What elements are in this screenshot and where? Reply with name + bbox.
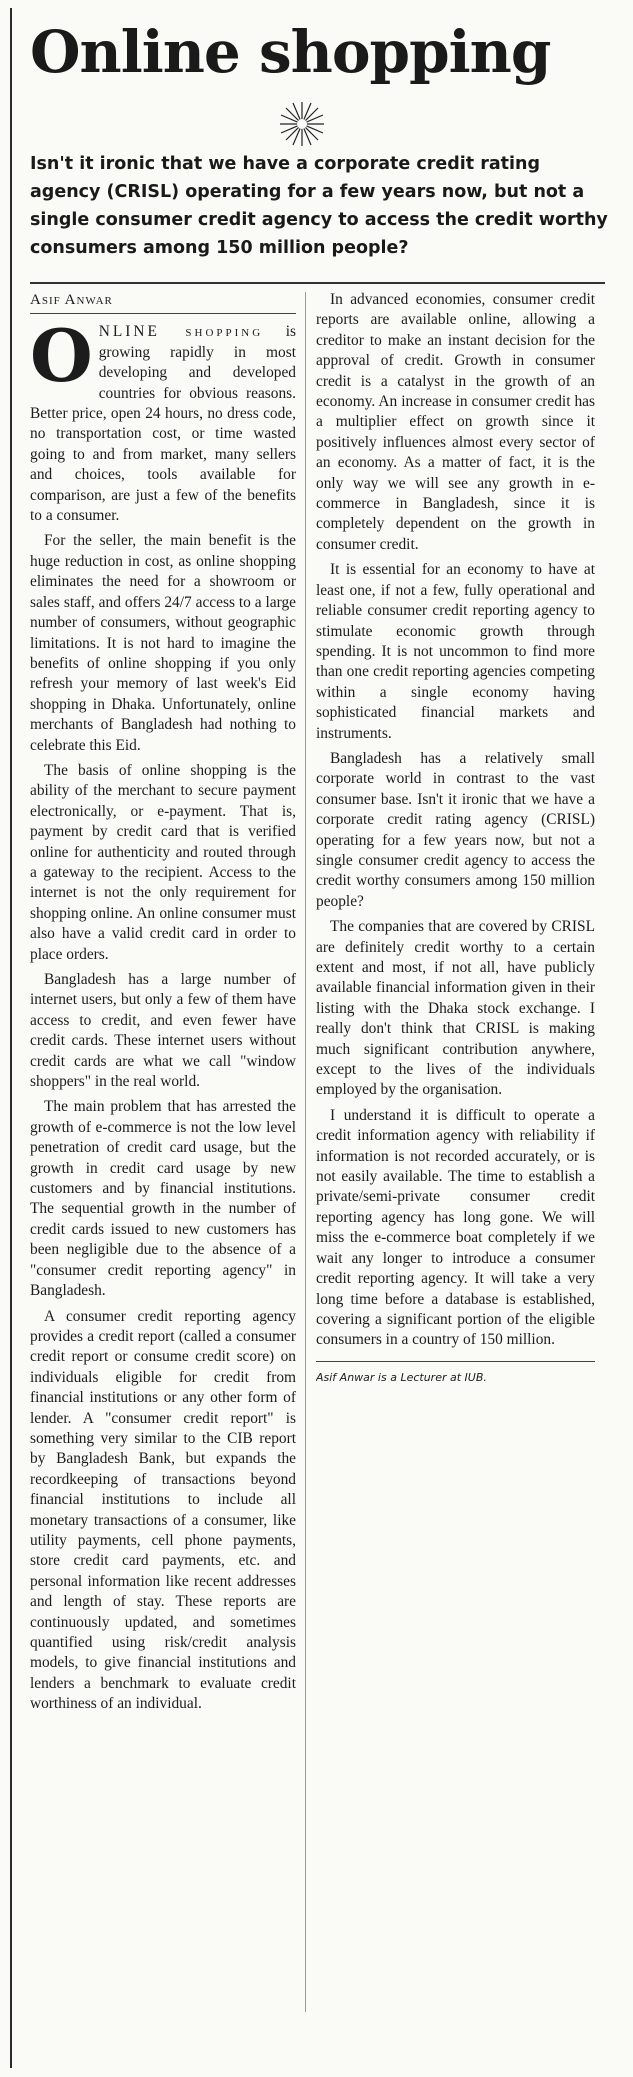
headline: Online shopping	[30, 18, 551, 86]
lead-smallcaps: NLINE shopping	[98, 323, 264, 341]
starburst-icon	[278, 100, 326, 148]
lead-paragraph	[30, 313, 296, 526]
body-paragraph: For the seller, the main benefit is the huge reduction in cost, as online shopping eliminates the need for a showroom or sales staff, and offers 24/7 access to a large number of consumers, without geographic limitations. It is not hard to imagine the benefits of online shopping if you only refresh your memory of last week's Eid shopping in Dhaka. Unfortunately, online merchants of Bangladesh had nothing to celebrate this Eid.	[30, 532, 296, 754]
deck-rule	[30, 282, 605, 284]
body-paragraph: The basis of online shopping is the ability of the merchant to secure payment electronically, or e-payment. That is, payment by credit card that is verified online for authenticity and routed through a gateway to the recipient. Access to the internet is not the only requirement for shopping online. An online consumer must also have a valid credit card in order to place orders.	[30, 761, 296, 963]
body-paragraph: In advanced economies, consumer credit reports are available online, allowing a creditor to make an instant decision for the approval of credit. Growth in consumer credit is a catalyst in the growth of an economy. An increase in consumer credit has a multiplier effect on growth since it positively influences almost every sector of an economy. As a matter of fact, it is the only way we will see any growth in e-commerce in Bangladesh, since it is completely dependent on the growth in consumer credit.	[316, 291, 595, 553]
drop-cap: O	[30, 313, 93, 399]
byline: Asif Anwar	[30, 290, 296, 314]
column-rule	[10, 8, 12, 2068]
body-paragraph: I understand it is difficult to operate a credit information agency with reliability if information is not recorded accurately, or is not easily available. The time to establish a private/semi-private consumer credit reporting agency has long gone. We will miss the e-commerce boat completely if we wait any longer to introduce a consumer credit reporting agency. It will take a very long time before a database is established, covering a significant portion of the eligible consumers in a country of 150 million.	[316, 1106, 595, 1349]
body-paragraph: It is essential for an economy to have at least one, if not a few, fully operational and reliable consumer credit reporting agency to stimulate economic growth through spending. It is not uncommon to find more than one credit reporting agencies competing within a single economy having sophisticated financial markets and instruments.	[316, 561, 595, 742]
article-column-2	[316, 290, 595, 2060]
column-divider	[305, 292, 306, 2012]
body-paragraph: Bangladesh has a large number of internet users, but only a few of them have access to credit, and even fewer have credit cards. These internet users without credit cards are what we call "window shoppers" in the real world.	[30, 971, 296, 1091]
body-paragraph: The main problem that has arrested the growth of e-commerce is not the low level penetration of credit card usage, but the growth in credit card usage by new customers and by financial institutions. The sequential growth in the number of credit cards issued to new customers has been negligible due to the absence of a "consumer credit reporting agency" in Bangladesh.	[30, 1098, 296, 1300]
article-column-1	[30, 290, 296, 2060]
body-paragraph: Bangladesh has a relatively small corporate world in contrast to the vast consumer base. Isn't it ironic that we have a corporate credit rating agency (CRISL) operating for a few years now, but not a single consumer credit agency to access the credit worthy consumers among 150 million people?	[316, 749, 595, 910]
deck-subheadline: Isn't it ironic that we have a corporate credit rating agency (CRISL) operating for a few years now, but not a single consumer credit agency to access the credit worthy consumers among 150 million people?	[30, 154, 608, 258]
lead-text: is growing rapidly in most developing and developed countries for obvious reasons. Better price, open 24 hours, no dress code, no transportation cost, or time wasted going to and from market, many sellers and choices, tools available for comparison, are just a few of the benefits to a consumer.	[30, 323, 296, 525]
body-paragraph: A consumer credit reporting agency provides a credit report (called a consumer credit report or consume credit score) on individuals eligible for credit from financial institutions or any other form of lender. A "consumer credit report" is something very similar to the CIB report by Bangladesh Bank, but expands the recordkeeping of transactions beyond financial institutions to include all monetary transactions of a consumer, like utility payments, cell phone payments, store credit card payments, etc. and personal information like recent addresses and length of stay. These reports are continuously updated, and sometimes quantified using risk/credit analysis models, to give financial institutions and lenders a benchmark to evaluate credit worthiness of an individual.	[30, 1307, 296, 1713]
body-paragraph: The companies that are covered by CRISL are definitely credit worthy to a certain extent and most, if not all, have publicly available financial information given in their listing with the Dhaka stock exchange. I really don't think that CRISL is making much significant contribution anywhere, except to the lives of the individuals employed by the organisation.	[316, 918, 595, 1099]
author-note: Asif Anwar is a Lecturer at IUB.	[316, 1361, 595, 1388]
